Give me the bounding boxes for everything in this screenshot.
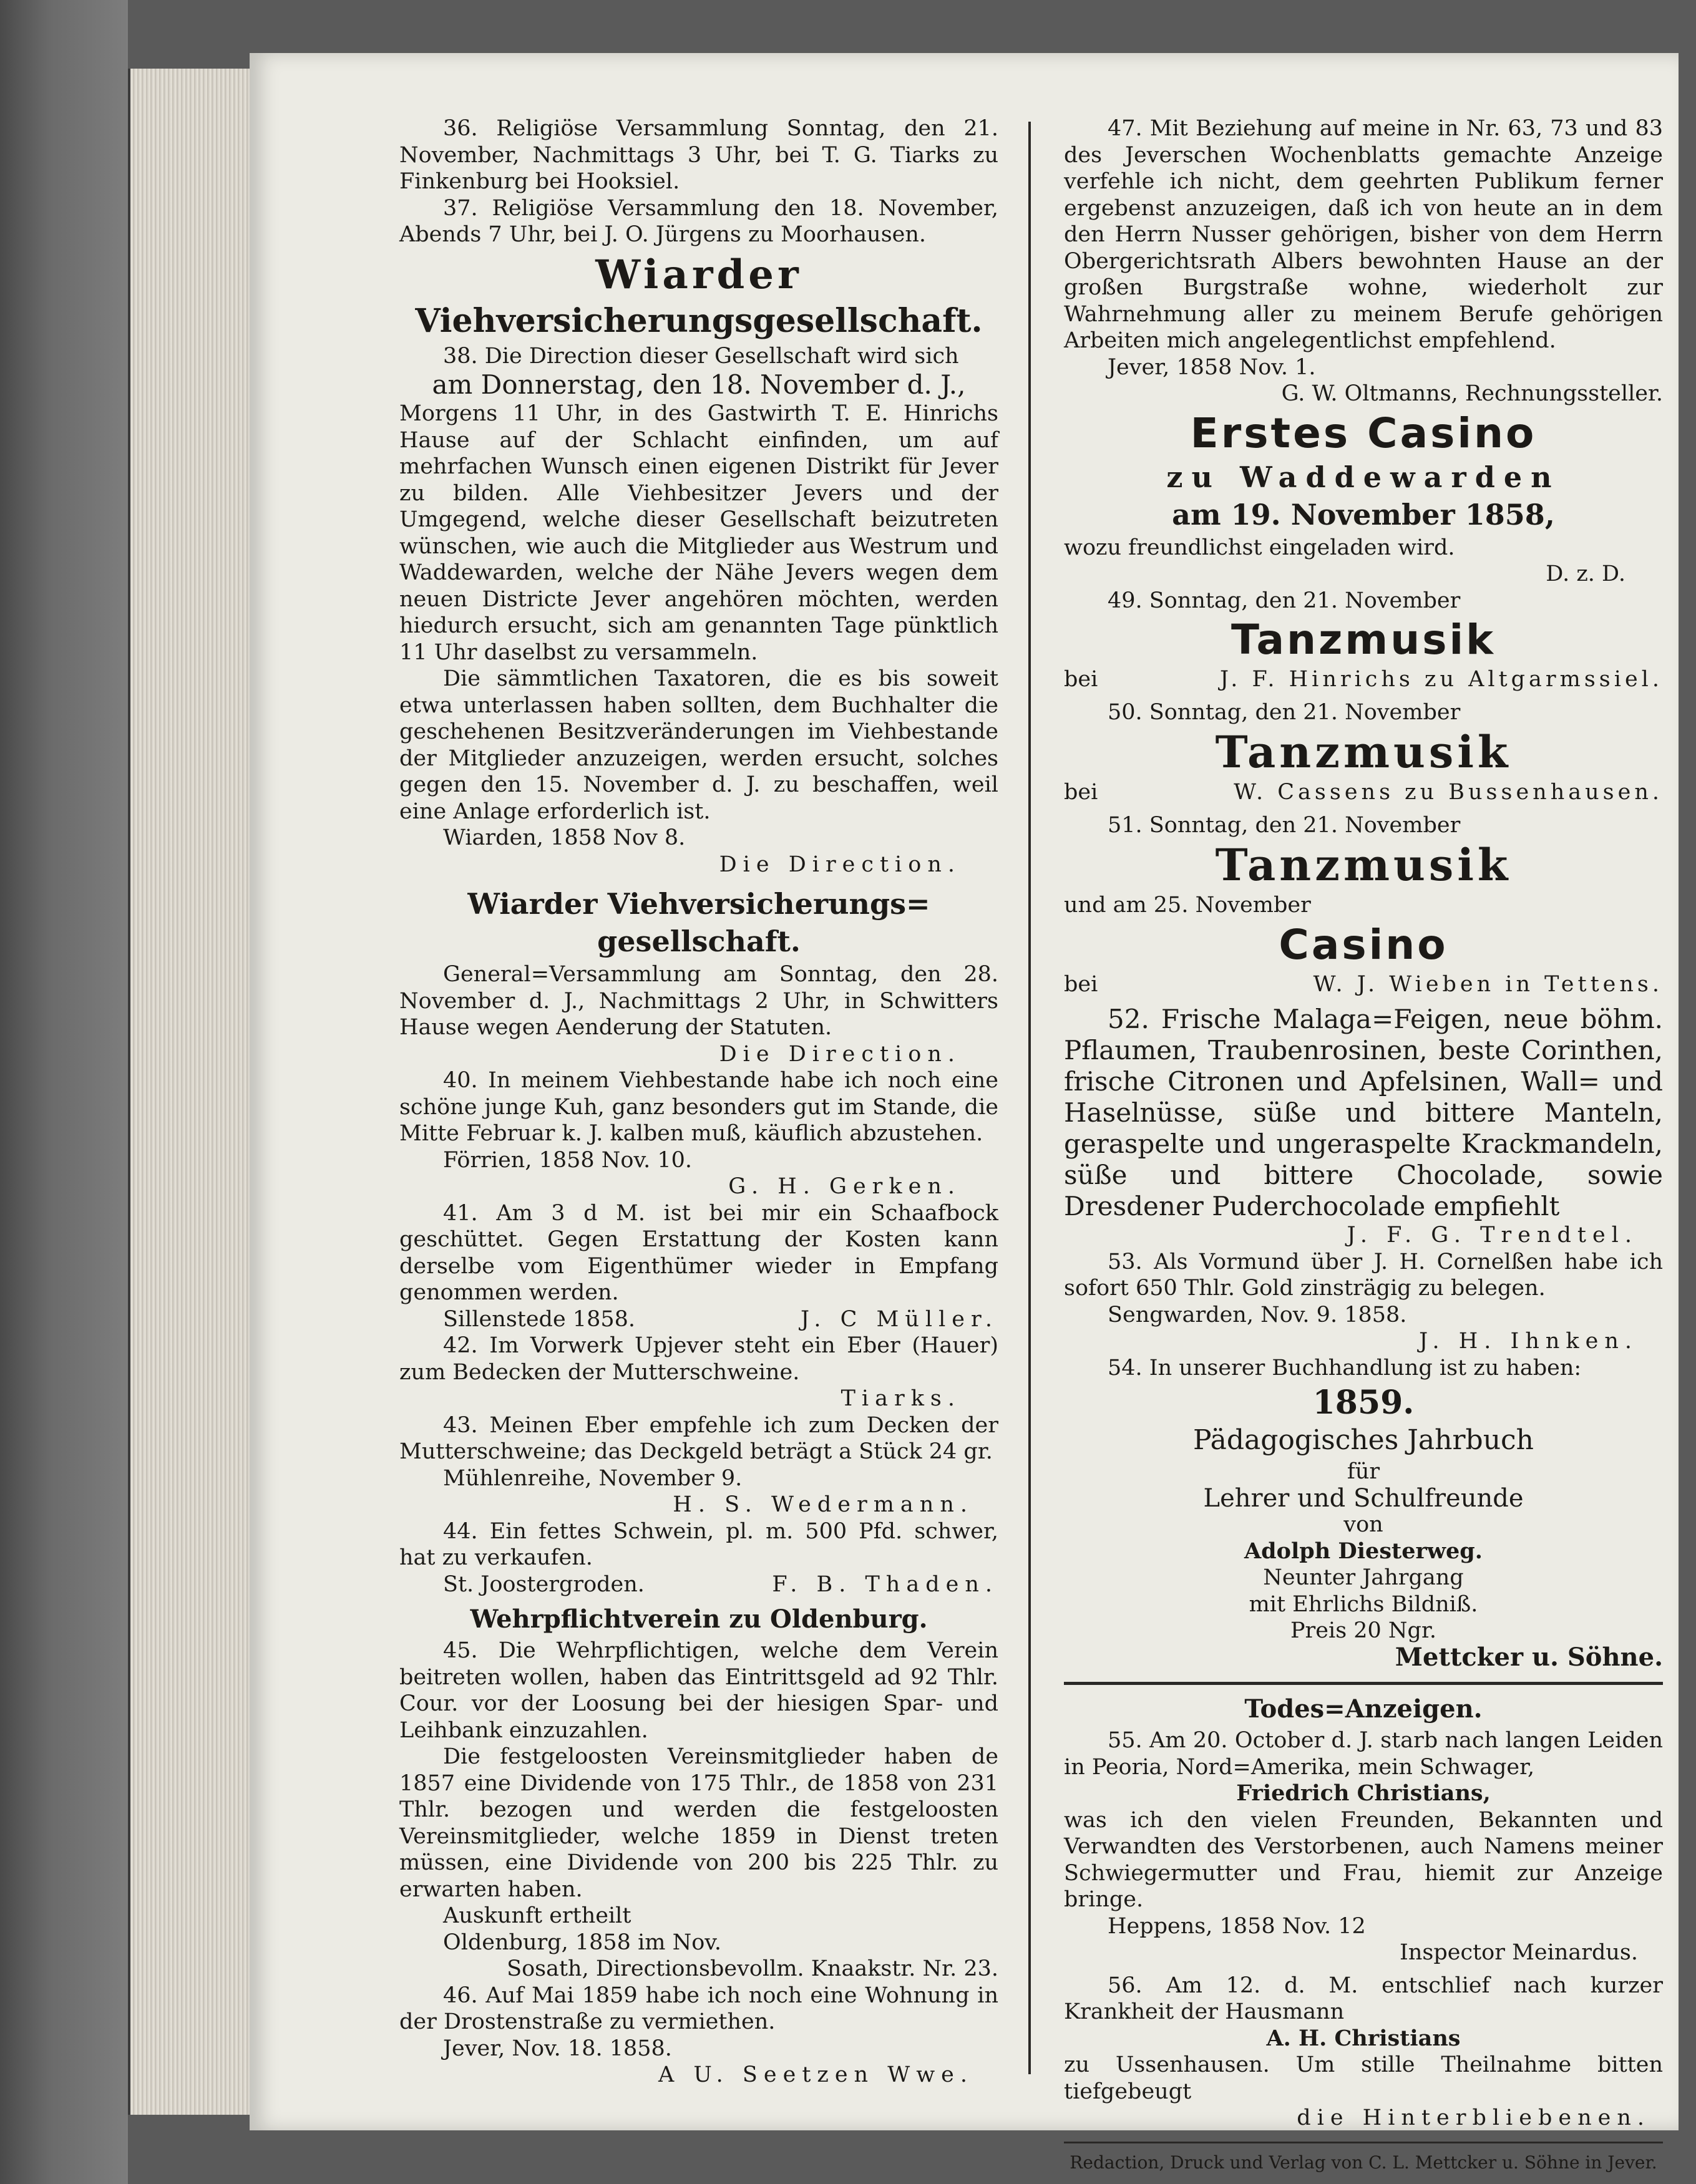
notice-41-place: Sillenstede 1858. (443, 1306, 635, 1332)
notice-38-body: Morgens 11 Uhr, in des Gastwirth T. E. Hinrichs Hause auf der Schlacht einfinden, um auf mehrfachen Wunsch einen eigenen Distrikt für Jever zu bilden. Alle Viehbesitzer Jevers und der Umgegend, welche dieser Gesellschaft beizutreten wünschen, wie auch die Mitglieder aus Westrum und Waddewarden, welche der Nähe Jevers wegen dem neuen Districte Jever angehören möchten, werden hiedurch ersucht, sich am genannten Tage pünktlich 11 Uhr daselbst zu versammeln. (399, 401, 998, 665)
notice-47-place: Jever, 1858 Nov. 1. (1108, 354, 1316, 380)
notice-44: 44. Ein fettes Schwein, pl. m. 500 Pfd. schwer, hat zu verkaufen. (399, 1518, 998, 1570)
notice-38-date: am Donnerstag, den 18. November d. J., (432, 369, 966, 400)
notice-43-signature: H. S. Wedermann. (673, 1492, 973, 1517)
notice-54-price: Preis 20 Ngr. (1290, 1618, 1436, 1643)
notice-52-signature: J. F. G. Trendtel. (1347, 1223, 1638, 1248)
notice-45-p3: Auskunft ertheilt (443, 1903, 631, 1928)
casino-date: am 19. November 1858, (1172, 497, 1555, 531)
notice-49-lead: 49. Sonntag, den 21. November (1108, 588, 1461, 613)
notice-39-body: General=Versammlung am Sonntag, den 28. November d. J., Nachmittags 2 Uhr, in Schwitters Hause wegen Aenderung der Statuten. (399, 962, 998, 1040)
notice-54-fur: für (1347, 1459, 1380, 1484)
notice-55-name: Friedrich Christians, (1236, 1780, 1491, 1806)
left-column (399, 115, 998, 2089)
notice-50-title: Tanzmusik (1215, 726, 1512, 778)
notice-53-place: Sengwarden, Nov. 9. 1858. (1108, 1302, 1407, 1327)
notice-42-signature: Tiarks. (841, 1386, 961, 1411)
notice-56-name: A. H. Christians (1266, 2025, 1461, 2051)
notice-50-lead: 50. Sonntag, den 21. November (1108, 699, 1461, 725)
notice-50-bei: bei (1064, 780, 1098, 805)
notice-43: 43. Meinen Eber empfehle ich zum Decken der Mutterschweine; das Deckgeld beträgt a Stück 24 gr. (399, 1412, 998, 1464)
notice-51-host: W. J. Wieben in Tettens. (1313, 971, 1663, 997)
notice-38-lead: 38. Die Direction dieser Gesellschaft wird sich (443, 343, 959, 369)
notice-55-signature: Inspector Meinardus. (1400, 1940, 1638, 1965)
wiarder-subtitle: Viehversicherungsgesellschaft. (415, 301, 983, 340)
notice-49-bei: bei (1064, 667, 1098, 692)
notice-42: 42. Im Vorwerk Upjever steht ein Eber (Hauer) zum Bedecken der Mutterschweine. (399, 1333, 998, 1385)
notice-55-p1: 55. Am 20. October d. J. starb nach langen Leiden in Peoria, Nord=Amerika, mein Schwager, (1064, 1728, 1663, 1780)
notice-51-bei: bei (1064, 971, 1098, 997)
casino-signature: D. z. D. (1546, 561, 1625, 586)
notice-38-signature: Die Direction. (719, 852, 961, 877)
casino-invite: wozu freundlichst eingeladen wird. (1064, 535, 1455, 560)
notice-49-title: Tanzmusik (1231, 616, 1496, 664)
notice-40-signature: G. H. Gerken. (728, 1174, 961, 1199)
notice-52: 52. Frische Malaga=Feigen, neue böhm. Pflaumen, Traubenrosinen, beste Corinthen, frische Citronen und Apfelsinen, Wall= und Haselnüsse, süße und bittere Manteln, geraspelte und ungeraspelte Krackmandeln, süße und bittere Chocolade, sowie Dresdener Puderchocolade empfiehlt (1064, 1004, 1663, 1221)
notice-46-signature: A U. Seetzen Wwe. (658, 2062, 973, 2087)
notice-53-signature: J. H. Ihnken. (1419, 1329, 1638, 1354)
notice-54-year: 1859. (1312, 1384, 1415, 1422)
notice-54-edition: Neunter Jahrgang (1263, 1565, 1464, 1590)
section-rule (1064, 1682, 1663, 1685)
notice-40-place: Förrien, 1858 Nov. 10. (443, 1147, 693, 1173)
notice-47-signature: G. W. Oltmanns, Rechnungssteller. (1281, 381, 1663, 406)
wiarder-title: Wiarder (595, 251, 802, 298)
notice-45-title: Wehrpflichtverein zu Oldenburg. (470, 1604, 928, 1634)
footer-rule (1064, 2142, 1663, 2143)
notice-43-place: Mühlenreihe, November 9. (443, 1465, 743, 1491)
notice-44-place: St. Joostergroden. (443, 1571, 645, 1597)
notice-54-lead: 54. In unserer Buchhandlung ist zu haben: (1108, 1355, 1582, 1381)
deaths-section-title: Todes=Anzeigen. (1244, 1694, 1483, 1724)
notice-47: 47. Mit Beziehung auf meine in Nr. 63, 73 und 83 des Jeverschen Wochenblatts gemachte Anzeige verfehle ich nicht, dem geehrten Publikum ferner ergebenst anzuzeigen, daß ich von heute an in dem den Herrn Nusser gehörigen, bisher von dem Herrn Obergerichtsrath Albers bewohnten Hause an der großen Burgstraße wohne, wiederholt zur Wahrnehmung aller zu meinem Berufe gehörigen Arbeiten mich angelegentlichst empfehlend. (1064, 116, 1663, 353)
notice-46-place: Jever, Nov. 18. 1858. (443, 2036, 672, 2061)
notice-36: 36. Religiöse Versammlung Sonntag, den 21. November, Nachmittags 3 Uhr, bei T. G. Tiarks zu Finkenburg bei Hooksiel. (399, 116, 998, 194)
notice-46: 46. Auf Mai 1859 habe ich noch eine Wohnung in der Drostenstraße zu vermiethen. (399, 1983, 998, 2034)
notice-54-author: Adolph Diesterweg. (1244, 1538, 1483, 1564)
notice-56-p2: zu Ussenhausen. Um stille Theilnahme bitten tiefgebeugt (1064, 2052, 1663, 2104)
column-divider (1028, 122, 1031, 2074)
notice-45-place: Oldenburg, 1858 im Nov. (443, 1929, 722, 1955)
notice-39-title-2: gesellschaft. (597, 925, 801, 958)
notice-44-signature: F. B. Thaden. (772, 1571, 998, 1597)
notice-55-place: Heppens, 1858 Nov. 12 (1108, 1913, 1366, 1939)
notice-54-audience: Lehrer und Schulfreunde (1203, 1483, 1524, 1513)
notice-45-p2: Die festgeloosten Vereinsmitglieder haben de 1857 eine Dividende von 175 Thlr., de 1858 von 231 Thlr. bezogen und werden die festgeloosten Vereinsmitglieder, welche 1859 in Dienst treten müssen, eine Dividende von 200 bis 225 Thlr. zu erwarten haben. (399, 1744, 998, 1902)
notice-40: 40. In meinem Viehbestande habe ich noch eine schöne junge Kuh, ganz besonders gut im Stande, die Mitte Februar k. J. kalben muß, käuflich abzustehen. (399, 1068, 998, 1146)
casino-title: Erstes Casino (1190, 409, 1537, 457)
casino-location: zu Waddewarden (1166, 460, 1561, 494)
notice-39-signature: Die Direction. (719, 1041, 961, 1067)
notice-45-signature: Sosath, Directionsbevollm. Knaakstr. Nr. 23. (507, 1956, 998, 1981)
imprint-footer: Redaction, Druck und Verlag von C. L. Mettcker u. Söhne in Jever. (1070, 2152, 1657, 2173)
notice-37: 37. Religiöse Versammlung den 18. November, Abends 7 Uhr, bei J. O. Jürgens zu Moorhausen. (399, 195, 998, 247)
notice-39-title-1: Wiarder Viehversicherungs= (467, 887, 930, 921)
notice-51-casino: Casino (1279, 920, 1448, 969)
book-page-edges (128, 69, 255, 2115)
notice-41-signature: J. C Müller. (801, 1306, 998, 1332)
notice-50-host: W. Cassens zu Bussenhausen. (1234, 780, 1663, 805)
notice-49-host: J. F. Hinrichs zu Altgarmssiel. (1219, 667, 1663, 692)
notice-51-and: und am 25. November (1064, 893, 1311, 918)
notice-56-p1: 56. Am 12. d. M. entschlief nach kurzer Krankheit der Hausmann (1064, 1973, 1663, 2024)
notice-56-signature: die Hinterbliebenen. (1297, 2105, 1650, 2130)
notice-38-place: Wiarden, 1858 Nov 8. (443, 825, 686, 850)
right-column (1064, 115, 1663, 2176)
newspaper-page (250, 53, 1679, 2173)
notice-51-title: Tanzmusik (1215, 839, 1512, 891)
notice-45-p1: 45. Die Wehrpflichtigen, welche dem Verein beitreten wollen, haben das Eintrittsgeld ad 92 Thlr. Cour. vor der Loosung bei der hiesigen Spar- und Leihbank einzuzahlen. (399, 1638, 998, 1743)
notice-55-p2: was ich den vielen Freunden, Bekannten und Verwandten des Verstorbenen, auch Namens meiner Schwiegermutter und Frau, hiemit zur Anzeige bringe. (1064, 1807, 1663, 1912)
notice-51-lead: 51. Sonntag, den 21. November (1108, 812, 1461, 838)
notice-54-portrait: mit Ehrlichs Bildniß. (1249, 1591, 1478, 1617)
notice-54-book-title: Pädagogisches Jahrbuch (1192, 1424, 1534, 1456)
notice-53: 53. Als Vormund über J. H. Cornelßen habe ich sofort 650 Thlr. Gold zinsträgig zu belegen. (1064, 1249, 1663, 1301)
scan-background (0, 0, 128, 2184)
notice-38-body2: Die sämmtlichen Taxatoren, die es bis soweit etwa unterlassen haben sollten, dem Buchhalter die geschehenen Besitzveränderungen im Viehbestande der Mitglieder anzuzeigen, werden ersucht, solches gegen den 15. November d. J. zu beschaffen, weil eine Anlage erforderlich ist. (399, 666, 998, 824)
notice-54-publisher: Mettcker u. Söhne. (1395, 1642, 1663, 1672)
notice-41: 41. Am 3 d M. ist bei mir ein Schaafbock geschüttet. Gegen Erstattung der Kosten kann derselbe vom Eigenthümer wieder in Empfang genommen werden. (399, 1200, 998, 1305)
notice-54-von: von (1343, 1512, 1383, 1537)
